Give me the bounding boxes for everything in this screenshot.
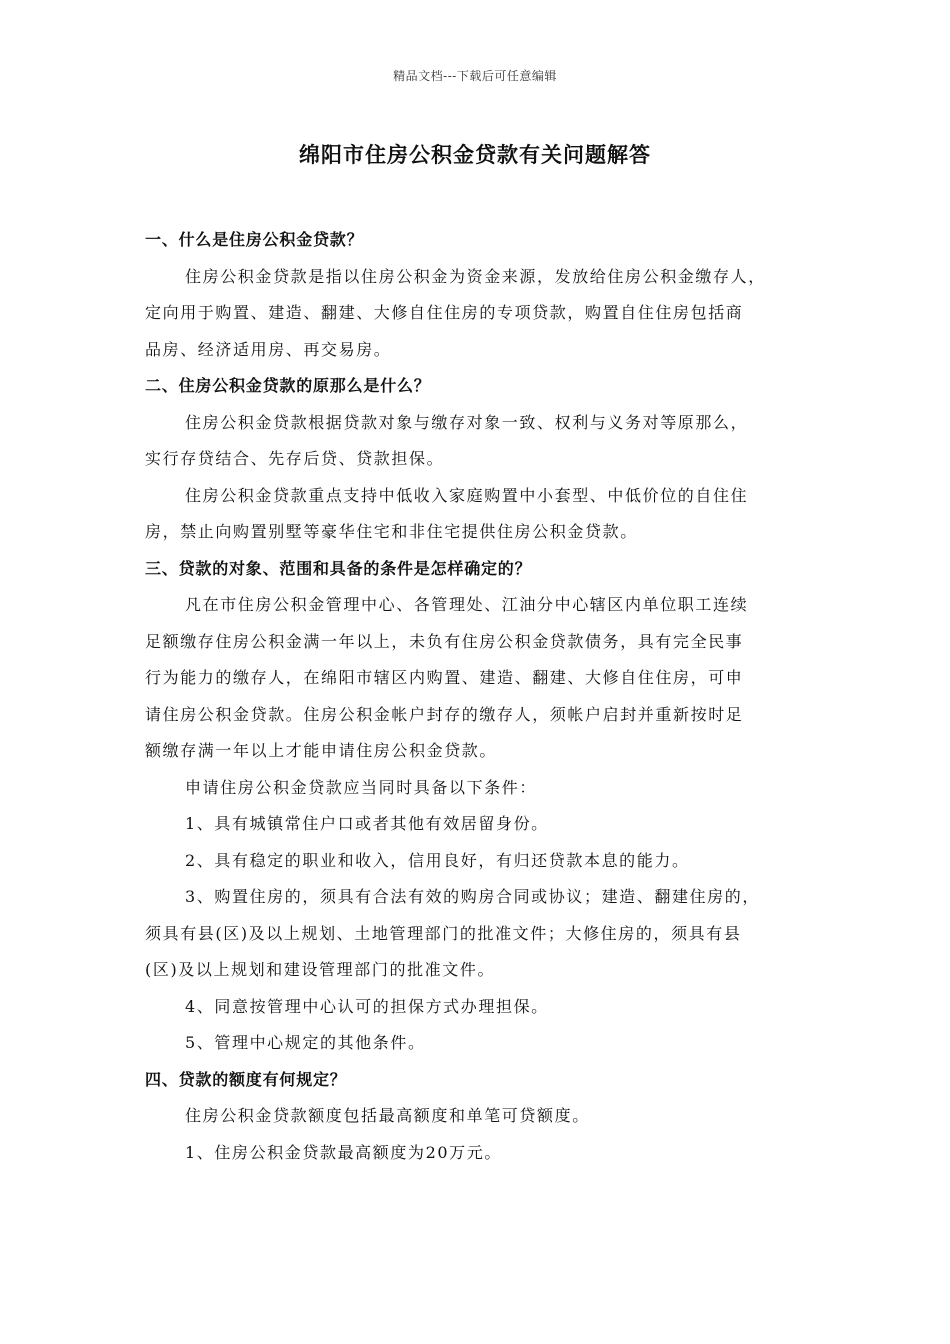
document-title: 绵阳市住房公积金贷款有关问题解答 bbox=[299, 142, 651, 167]
section-heading: 一、什么是住房公积金贷款？ bbox=[145, 230, 364, 249]
paragraph-line: 住房公积金贷款重点支持中低收入家庭购置中小套型、中低价位的自住住 bbox=[185, 485, 749, 505]
paragraph-line: 定向用于购置、建造、翻建、大修自住住房的专项贷款，购置自住住房包括商 bbox=[145, 303, 744, 322]
section-heading: 三、贷款的对象、范围和具备的条件是怎样确定的？ bbox=[145, 558, 532, 578]
paragraph-line: 1、住房公积金贷款最高额度为20万元。 bbox=[185, 1142, 502, 1162]
paragraph-line: 足额缴存住房公积金满一年以上，未负有住房公积金贷款债务，具有完全民事 bbox=[145, 631, 744, 651]
paragraph-line: 须具有县(区)及以上规划、土地管理部门的批准文件；大修住房的，须具有县 bbox=[145, 923, 742, 943]
paragraph-line: 住房公积金贷款根据贷款对象与缴存对象一致、权利与义务对等原那么， bbox=[185, 412, 749, 432]
paragraph-line: 请住房公积金贷款。住房公积金帐户封存的缴存人，须帐户启封并重新按时足 bbox=[145, 704, 744, 724]
paragraph-line: 2、具有稳定的职业和收入，信用良好，有归还贷款本息的能力。 bbox=[185, 850, 690, 870]
paragraph-line: 品房、经济适用房、再交易房。 bbox=[145, 339, 392, 359]
paragraph-line: 额缴存满一年以上才能申请住房公积金贷款。 bbox=[145, 741, 498, 760]
paragraph-line: 申请住房公积金贷款应当同时具备以下条件： bbox=[185, 777, 538, 797]
paragraph-line: 行为能力的缴存人，在绵阳市辖区内购置、建造、翻建、大修自住住房，可申 bbox=[145, 668, 744, 687]
header-note: 精品文档---下载后可任意编辑 bbox=[393, 69, 557, 83]
paragraph-line: 房，禁止向购置别墅等豪华住宅和非住宅提供住房公积金贷款。 bbox=[145, 522, 638, 541]
section-heading: 二、住房公积金贷款的原那么是什么？ bbox=[145, 376, 431, 395]
paragraph-line: 住房公积金贷款额度包括最高额度和单笔可贷额度。 bbox=[185, 1106, 590, 1125]
paragraph-line: 实行存贷结合、先存后贷、贷款担保。 bbox=[145, 449, 445, 468]
paragraph-line: 4、同意按管理中心认可的担保方式办理担保。 bbox=[185, 996, 549, 1016]
paragraph-line: (区)及以上规划和建设管理部门的批准文件。 bbox=[145, 960, 496, 979]
paragraph-line: 1、具有城镇常住户口或者其他有效居留身份。 bbox=[185, 814, 549, 833]
section-heading: 四、贷款的额度有何规定？ bbox=[145, 1069, 347, 1089]
paragraph-line: 住房公积金贷款是指以住房公积金为资金来源，发放给住房公积金缴存人， bbox=[185, 266, 766, 286]
paragraph-line: 凡在市住房公积金管理中心、各管理处、江油分中心辖区内单位职工连续 bbox=[185, 595, 749, 614]
paragraph-line: 3、购置住房的，须具有合法有效的购房合同或协议；建造、翻建住房的， bbox=[185, 887, 760, 906]
paragraph-line: 5、管理中心规定的其他条件。 bbox=[185, 1033, 426, 1052]
document-body bbox=[145, 222, 825, 1171]
